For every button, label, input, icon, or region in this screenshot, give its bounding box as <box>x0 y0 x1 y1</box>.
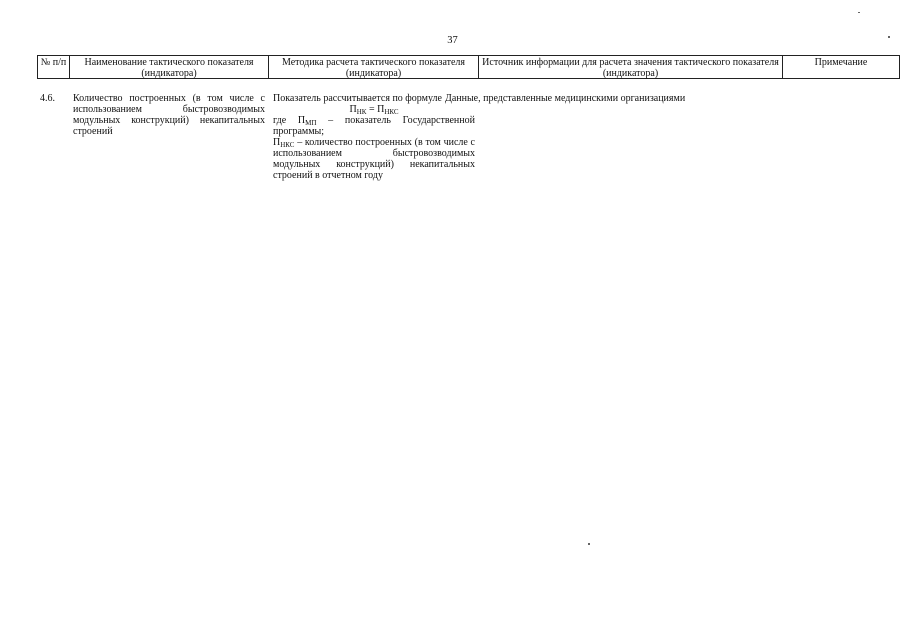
header-source: Источник информации для расчета значения тактического показателя (индикатора) <box>479 56 783 78</box>
scan-speck <box>588 543 590 545</box>
page-number: 37 <box>447 35 458 46</box>
method-definition: $П_{НКС}$ – количество построенных (в том числе с использованием быстровозводимых модульных конструкций) некапитальных строений в отчетном году <box>273 137 475 181</box>
row-source: Данные, представленные медицинскими организациями <box>445 93 686 104</box>
header-name: Наименование тактического показателя (индикатора) <box>70 56 269 78</box>
table-header <box>37 55 900 79</box>
method-intro: Показатель рассчитывается по формуле <box>273 93 442 104</box>
method-formula: $П_{НК} = П_{НКС}$ <box>349 104 399 116</box>
header-note: Примечание <box>814 57 868 68</box>
row-name: Количество построенных (в том числе с использованием быстровозводимых модульных конструкций) некапитальных строений <box>73 93 265 137</box>
scan-speck <box>858 12 860 13</box>
header-number: № п/п <box>38 56 70 78</box>
header-method: Методика расчета тактического показателя (индикатора) <box>269 56 479 78</box>
method-where: где $П_{МП}$ – показатель Государственной программы; <box>273 115 475 137</box>
row-method <box>273 93 475 181</box>
scan-speck <box>888 36 890 38</box>
row-number: 4.6. <box>40 93 55 104</box>
